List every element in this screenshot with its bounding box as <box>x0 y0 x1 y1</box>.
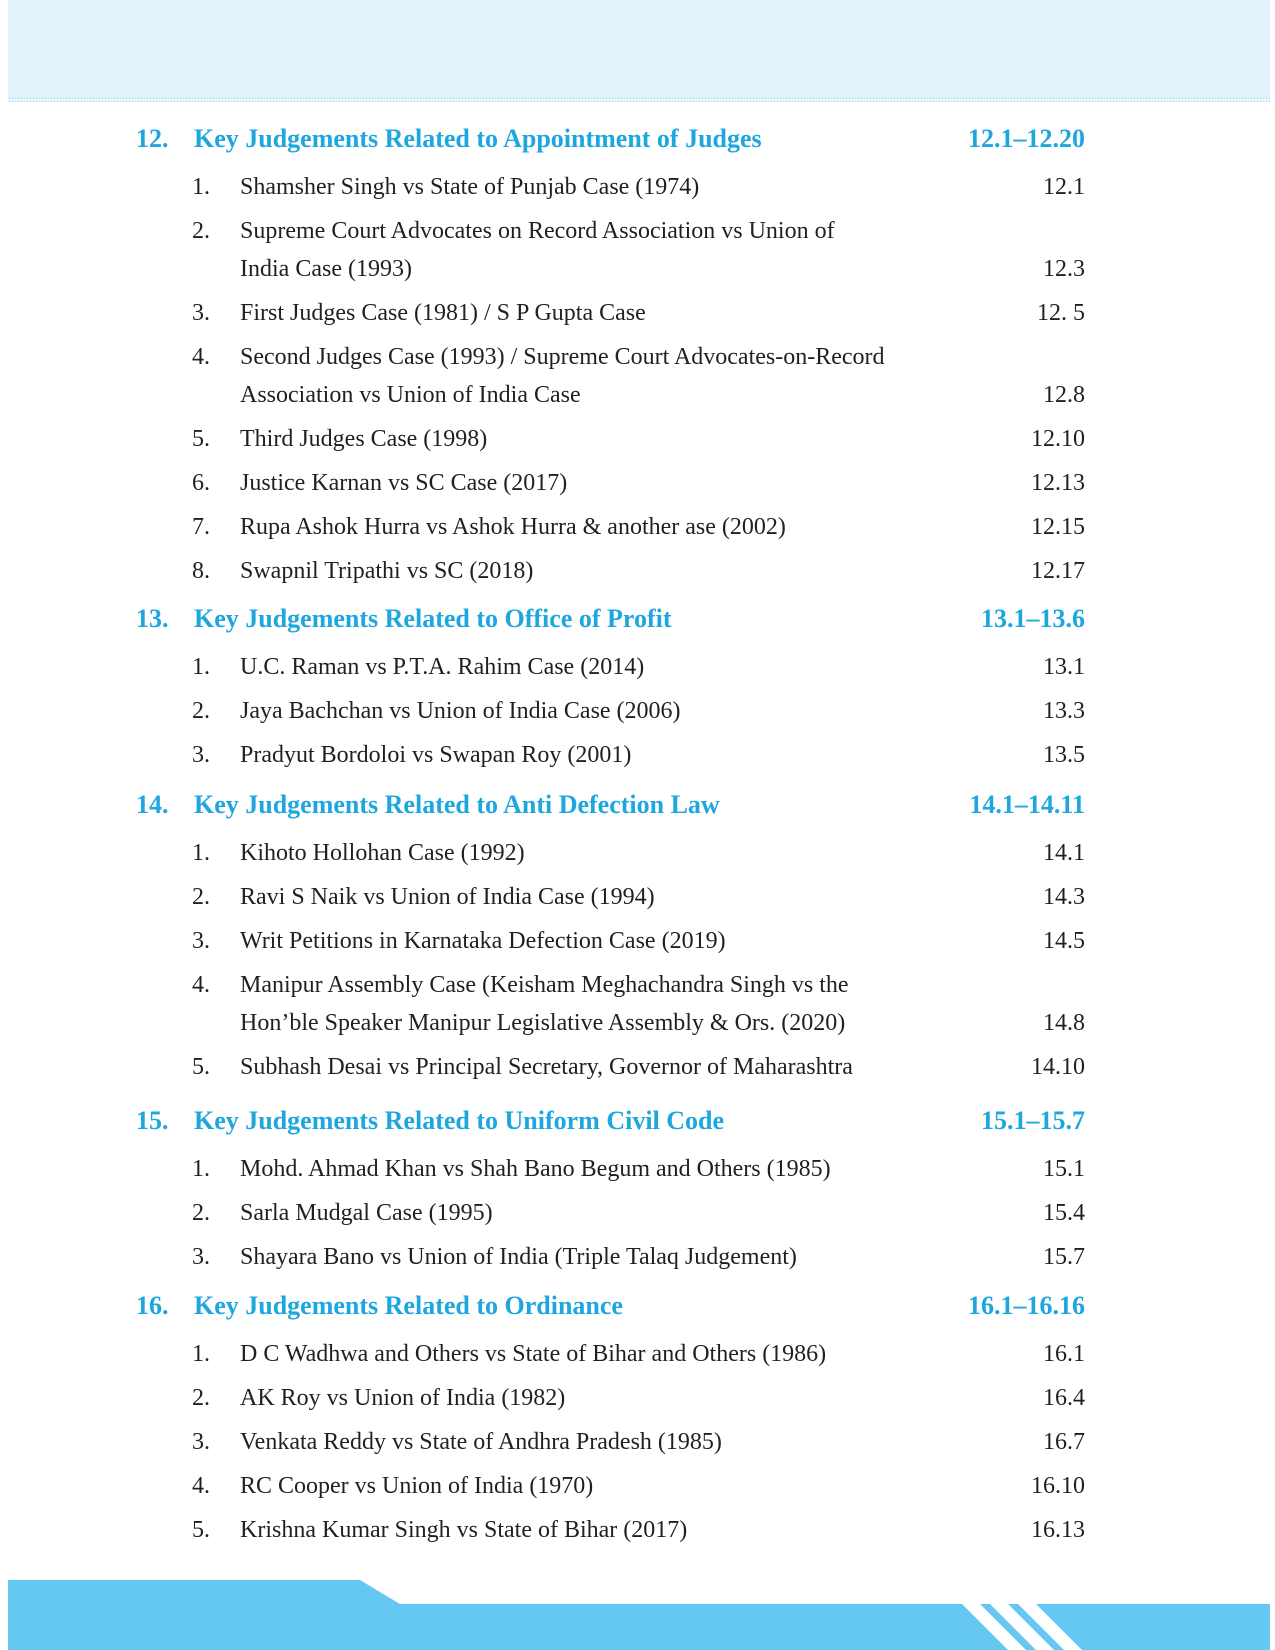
entry-page-number: 13.1 <box>1043 654 1085 680</box>
toc-entry[interactable] <box>0 168 1275 206</box>
section-title: Key Judgements Related to Anti Defection Law <box>194 790 720 819</box>
header-dotted-rule <box>8 97 1270 102</box>
entry-title-line: Hon’ble Speaker Manipur Legislative Assembly & Ors. (2020) <box>240 1010 846 1036</box>
entry-title <box>240 294 960 332</box>
entry-title <box>240 648 960 686</box>
entry-number: 2. <box>192 698 210 724</box>
section-title: Key Judgements Related to Uniform Civil Code <box>194 1106 725 1135</box>
entry-number: 6. <box>192 470 210 496</box>
entry-title-line: D C Wadhwa and Others vs State of Bihar and Others (1986) <box>240 1341 827 1367</box>
entry-number: 4. <box>192 972 210 998</box>
toc-entry[interactable] <box>0 1335 1275 1373</box>
section-heading[interactable] <box>0 604 1275 640</box>
section-heading[interactable] <box>0 790 1275 826</box>
entry-number: 5. <box>192 1054 210 1080</box>
entry-title-line: Second Judges Case (1993) / Supreme Court Advocates-on-Record <box>240 344 885 370</box>
section-number: 14. <box>136 790 169 819</box>
entry-title <box>240 1423 960 1461</box>
entry-page-number: 15.4 <box>1043 1200 1085 1226</box>
entry-title <box>240 1467 960 1505</box>
toc-entry[interactable] <box>0 1150 1275 1188</box>
entry-number: 5. <box>192 426 210 452</box>
entry-title-line: Krishna Kumar Singh vs State of Bihar (2017) <box>240 1517 688 1543</box>
entry-title-line: Subhash Desai vs Principal Secretary, Governor of Maharashtra <box>240 1054 853 1080</box>
section-page-range: 15.1–15.7 <box>981 1106 1085 1135</box>
entry-page-number: 16.1 <box>1043 1341 1085 1367</box>
entry-number: 1. <box>192 654 210 680</box>
entry-title-line: Swapnil Tripathi vs SC (2018) <box>240 558 534 584</box>
entry-page-number: 15.7 <box>1043 1244 1085 1270</box>
toc-entry[interactable] <box>0 338 1275 414</box>
entry-number: 3. <box>192 1244 210 1270</box>
toc-entry[interactable] <box>0 966 1275 1042</box>
entry-title-line: Supreme Court Advocates on Record Association vs Union of <box>240 218 835 244</box>
section-title: Key Judgements Related to Appointment of Judges <box>194 124 762 153</box>
entry-page-number: 12.17 <box>1031 558 1085 584</box>
entry-number: 1. <box>192 840 210 866</box>
entry-title <box>240 420 960 458</box>
entry-page-number: 14.8 <box>1043 1010 1085 1036</box>
toc-entry[interactable] <box>0 648 1275 686</box>
entry-title <box>240 1511 960 1549</box>
entry-title-line: U.C. Raman vs P.T.A. Rahim Case (2014) <box>240 654 645 680</box>
toc-entry[interactable] <box>0 1423 1275 1461</box>
toc-entry[interactable] <box>0 294 1275 332</box>
entry-page-number: 15.1 <box>1043 1156 1085 1182</box>
entry-title-line: RC Cooper vs Union of India (1970) <box>240 1473 594 1499</box>
entry-title <box>240 508 960 546</box>
entry-page-number: 14.5 <box>1043 928 1085 954</box>
entry-number: 4. <box>192 344 210 370</box>
entry-title <box>240 552 960 590</box>
entry-page-number: 14.10 <box>1031 1054 1085 1080</box>
section-title: Key Judgements Related to Ordinance <box>194 1291 623 1320</box>
toc-entry[interactable] <box>0 1048 1275 1086</box>
entry-title <box>240 878 960 916</box>
entry-title <box>240 922 960 960</box>
entry-title-line: Pradyut Bordoloi vs Swapan Roy (2001) <box>240 742 632 768</box>
entry-number: 2. <box>192 1200 210 1226</box>
entry-title-line: Mohd. Ahmad Khan vs Shah Bano Begum and Others (1985) <box>240 1156 831 1182</box>
section-page-range: 13.1–13.6 <box>981 604 1085 633</box>
entry-page-number: 12.1 <box>1043 174 1085 200</box>
entry-title-line: Jaya Bachchan vs Union of India Case (2006) <box>240 698 681 724</box>
toc-entry[interactable] <box>0 922 1275 960</box>
entry-title-line: Venkata Reddy vs State of Andhra Pradesh (1985) <box>240 1429 722 1455</box>
entry-title <box>240 168 960 206</box>
toc-entry[interactable] <box>0 212 1275 288</box>
section-number: 12. <box>136 124 169 153</box>
entry-page-number: 13.3 <box>1043 698 1085 724</box>
entry-page-number: 12.3 <box>1043 256 1085 282</box>
header-band <box>8 0 1270 98</box>
entry-number: 3. <box>192 928 210 954</box>
section-heading[interactable] <box>0 1291 1275 1327</box>
entry-title-line: Association vs Union of India Case <box>240 382 581 408</box>
entry-title-line: Shayara Bano vs Union of India (Triple Talaq Judgement) <box>240 1244 797 1270</box>
entry-page-number: 12.13 <box>1031 470 1085 496</box>
toc-entry[interactable] <box>0 508 1275 546</box>
toc-entry[interactable] <box>0 420 1275 458</box>
entry-title <box>240 1048 960 1086</box>
footer-decoration <box>0 1570 1275 1650</box>
entry-title <box>240 1194 960 1232</box>
section-page-range: 14.1–14.11 <box>969 790 1085 819</box>
entry-number: 3. <box>192 1429 210 1455</box>
toc-entry[interactable] <box>0 878 1275 916</box>
entry-title-line: AK Roy vs Union of India (1982) <box>240 1385 566 1411</box>
entry-number: 3. <box>192 742 210 768</box>
entry-title <box>240 1238 960 1276</box>
toc-entry[interactable] <box>0 1467 1275 1505</box>
entry-page-number: 12. 5 <box>1037 300 1085 326</box>
entry-number: 8. <box>192 558 210 584</box>
toc-entry[interactable] <box>0 464 1275 502</box>
entry-title <box>240 1335 960 1373</box>
entry-title <box>240 834 960 872</box>
entry-number: 3. <box>192 300 210 326</box>
entry-number: 1. <box>192 174 210 200</box>
entry-title-line: Ravi S Naik vs Union of India Case (1994) <box>240 884 655 910</box>
entry-page-number: 16.10 <box>1031 1473 1085 1499</box>
section-heading[interactable] <box>0 1106 1275 1142</box>
entry-page-number: 16.13 <box>1031 1517 1085 1543</box>
section-page-range: 12.1–12.20 <box>968 124 1085 153</box>
entry-number: 1. <box>192 1156 210 1182</box>
entry-title-line: Rupa Ashok Hurra vs Ashok Hurra & another ase (2002) <box>240 514 786 540</box>
entry-title-line: Manipur Assembly Case (Keisham Meghachandra Singh vs the <box>240 972 849 998</box>
toc-entry[interactable] <box>0 1238 1275 1276</box>
section-number: 15. <box>136 1106 169 1135</box>
entry-page-number: 12.15 <box>1031 514 1085 540</box>
toc-entry[interactable] <box>0 692 1275 730</box>
entry-title-line: Third Judges Case (1998) <box>240 426 488 452</box>
entry-number: 7. <box>192 514 210 540</box>
entry-title-line: Justice Karnan vs SC Case (2017) <box>240 470 568 496</box>
toc-entry[interactable] <box>0 552 1275 590</box>
entry-page-number: 16.4 <box>1043 1385 1085 1411</box>
entry-number: 2. <box>192 884 210 910</box>
section-number: 13. <box>136 604 169 633</box>
entry-title <box>240 1379 960 1417</box>
section-title: Key Judgements Related to Office of Profit <box>194 604 672 633</box>
entry-title <box>240 966 960 1042</box>
entry-title-line: Kihoto Hollohan Case (1992) <box>240 840 525 866</box>
section-number: 16. <box>136 1291 169 1320</box>
entry-page-number: 16.7 <box>1043 1429 1085 1455</box>
entry-page-number: 12.10 <box>1031 426 1085 452</box>
toc-entry[interactable] <box>0 1379 1275 1417</box>
entry-number: 5. <box>192 1517 210 1543</box>
entry-page-number: 12.8 <box>1043 382 1085 408</box>
entry-title-line: Sarla Mudgal Case (1995) <box>240 1200 493 1226</box>
entry-title <box>240 212 960 288</box>
toc-entry[interactable] <box>0 834 1275 872</box>
entry-title-line: First Judges Case (1981) / S P Gupta Case <box>240 300 646 326</box>
entry-title <box>240 692 960 730</box>
entry-number: 2. <box>192 218 210 244</box>
entry-page-number: 14.1 <box>1043 840 1085 866</box>
entry-page-number: 13.5 <box>1043 742 1085 768</box>
toc-entry[interactable] <box>0 736 1275 774</box>
toc-entry[interactable] <box>0 1511 1275 1549</box>
section-heading[interactable] <box>0 124 1275 160</box>
entry-number: 2. <box>192 1385 210 1411</box>
entry-title <box>240 1150 960 1188</box>
entry-title-line: Writ Petitions in Karnataka Defection Case (2019) <box>240 928 726 954</box>
entry-title-line: India Case (1993) <box>240 256 412 282</box>
entry-number: 1. <box>192 1341 210 1367</box>
entry-page-number: 14.3 <box>1043 884 1085 910</box>
entry-number: 4. <box>192 1473 210 1499</box>
entry-title <box>240 464 960 502</box>
toc-entry[interactable] <box>0 1194 1275 1232</box>
section-page-range: 16.1–16.16 <box>968 1291 1085 1320</box>
entry-title <box>240 736 960 774</box>
entry-title-line: Shamsher Singh vs State of Punjab Case (1974) <box>240 174 700 200</box>
footer-band-shape <box>8 1580 1270 1650</box>
entry-title <box>240 338 960 414</box>
